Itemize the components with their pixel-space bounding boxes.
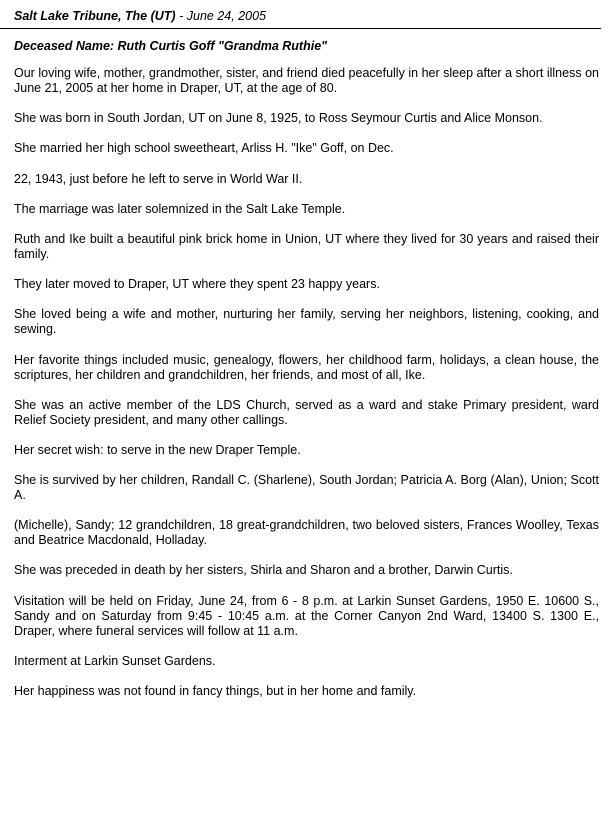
- paragraph-9: Her favorite things included music, genealogy, flowers, her childhood farm, holidays, a clean house, the scriptures, her children and grandchildren, her friends, and most of all, Ike.: [14, 352, 599, 382]
- paragraph-2: She was born in South Jordan, UT on June 8, 1925, to Ross Seymour Curtis and Alice Monson.: [14, 111, 543, 126]
- paragraph-12: She is survived by her children, Randall C. (Sharlene), South Jordan; Patricia A. Borg (Alan), Union; Scott A.: [14, 473, 599, 503]
- paragraph-17: Her happiness was not found in fancy things, but in her home and family.: [14, 684, 417, 698]
- paragraph-10: She was an active member of the LDS Church, served as a ward and stake Primary president, ward Relief Society president, and many other callings.: [14, 397, 599, 427]
- header-divider: [0, 28, 601, 29]
- obituary-body: [14, 66, 599, 699]
- paragraph-3: She married her high school sweetheart, Arliss H. "Ike" Goff, on Dec.: [14, 141, 394, 156]
- paragraph-16: Interment at Larkin Sunset Gardens.: [14, 653, 216, 668]
- deceased-name: Deceased Name: Ruth Curtis Goff "Grandma Ruthie": [14, 39, 328, 53]
- header-separator: -: [179, 9, 184, 23]
- paragraph-15: Visitation will be held on Friday, June 24, from 6 - 8 p.m. at Larkin Sunset Gardens, 1950 E. 10600 S., Sandy and on Saturday from 9:45 - 10:45 a.m. at the Corner Canyon 2nd Ward, 13400 S. 1300 E., Draper, where funeral services will follow at 11 a.m.: [14, 593, 599, 638]
- paragraph-6: Ruth and Ike built a beautiful pink brick home in Union, UT where they lived for 30 years and raised their family.: [14, 231, 599, 261]
- publication-date: June 24, 2005: [186, 9, 266, 23]
- paragraph-13: (Michelle), Sandy; 12 grandchildren, 18 great-grandchildren, two beloved sisters, Frances Woolley, Texas and Beatrice Macdonald, Holladay.: [14, 518, 599, 548]
- paragraph-14: She was preceded in death by her sisters, Shirla and Sharon and a brother, Darwin Curtis.: [14, 563, 513, 578]
- masthead: [14, 0, 599, 24]
- paragraph-1: Our loving wife, mother, grandmother, sister, and friend died peacefully in her sleep after a short illness on June 21, 2005 at her home in Draper, UT, at the age of 80.: [14, 66, 599, 95]
- paragraph-11: Her secret wish: to serve in the new Draper Temple.: [14, 442, 301, 457]
- paragraph-8: She loved being a wife and mother, nurturing her family, serving her neighbors, listening, cooking, and sewing.: [14, 307, 599, 337]
- newspaper-name: Salt Lake Tribune, The (UT): [14, 9, 176, 23]
- paragraph-5: The marriage was later solemnized in the Salt Lake Temple.: [14, 201, 346, 216]
- paragraph-7: They later moved to Draper, UT where they spent 23 happy years.: [14, 277, 380, 292]
- paragraph-4: 22, 1943, just before he left to serve in World War II.: [14, 171, 303, 186]
